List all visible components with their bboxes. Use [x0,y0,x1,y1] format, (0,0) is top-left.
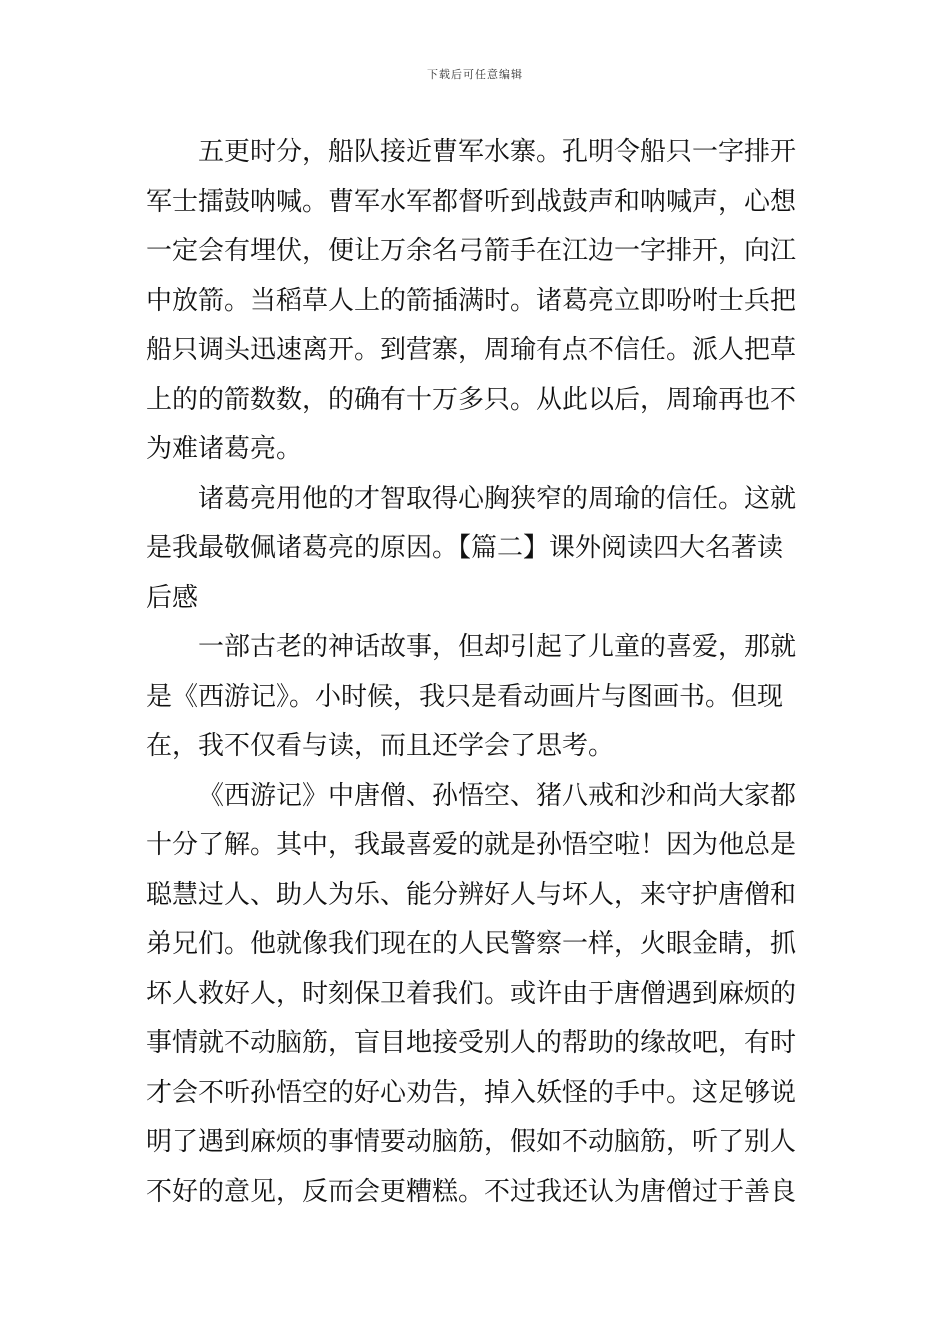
text-line: 为难诸葛亮。 [146,434,303,464]
paragraph-4 [146,772,811,1218]
text-line: 事情就不动脑筋，盲目地接受别人的帮助的缘故吧，有时 [146,1028,797,1058]
text-line: 军士擂鼓呐喊。曹军水军都督听到战鼓声和呐喊声，心想 [146,186,797,217]
text-line: 坏人救好人，时刻保卫着我们。或许由于唐僧遇到麻烦的 [146,978,797,1009]
text-line: 《西游记》中唐僧、孙悟空、猪八戒和沙和尚大家都 [198,780,797,811]
text-line: 一定会有埋伏，便让万余名弓箭手在江边一字排开，向江 [146,236,797,266]
text-line: 十分了解。其中，我最喜爱的就是孙悟空啦！因为他总是 [146,830,797,860]
text-line: 在，我不仅看与读，而且还学会了思考。 [146,731,615,761]
text-line: 不好的意见，反而会更糟糕。不过我还认为唐僧过于善良 [146,1176,797,1207]
text-line: 中放箭。当稻草人上的箭插满时。诸葛亮立即吩咐士兵把 [146,285,797,316]
text-line: 后感 [146,582,199,613]
paragraph-1 [146,128,811,475]
text-line: 明了遇到麻烦的事情要动脑筋，假如不动脑筋，听了别人 [146,1127,797,1157]
paragraph-3 [146,623,811,772]
text-line: 一部古老的神话故事，但却引起了儿童的喜爱，那就 [198,632,797,662]
text-line: 聪慧过人、助人为乐、能分辨好人与坏人，来守护唐僧和 [146,879,797,910]
text-line: 上的的箭数数，的确有十万多只。从此以后，周瑜再也不 [146,384,797,415]
paragraph-2 [146,475,811,624]
text-line: 五更时分，船队接近曹军水寨。孔明令船只一字排开 [198,137,797,167]
text-line: 诸葛亮用他的才智取得心胸狭窄的周瑜的信任。这就 [198,483,797,514]
text-line: 才会不听孙悟空的好心劝告，掉入妖怪的手中。这足够说 [146,1077,797,1108]
page-header-note: 下载后可任意编辑 [427,68,523,81]
text-line: 是《西游记》。小时候，我只是看动画片与图画书。但现 [146,681,784,712]
text-line: 弟兄们。他就像我们现在的人民警察一样，火眼金睛，抓 [146,929,797,959]
text-line: 船只调头迅速离开。到营寨，周瑜有点不信任。派人把草 [146,335,797,365]
document-body [146,128,811,1217]
text-line: 是我最敬佩诸葛亮的原因。【篇二】课外阅读四大名著读 [146,533,784,563]
